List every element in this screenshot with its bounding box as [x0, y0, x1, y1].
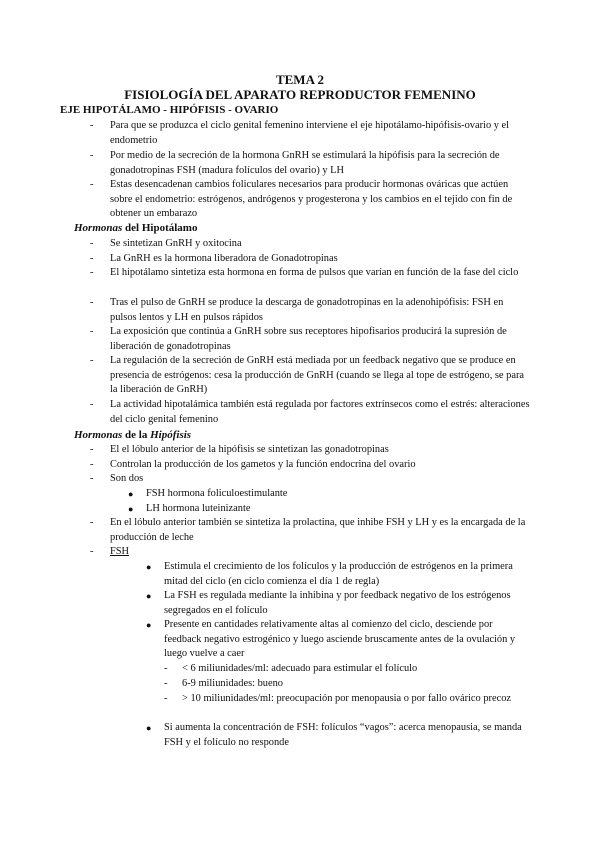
dash-bullet: - — [90, 150, 94, 161]
dash-bullet: - — [90, 399, 94, 410]
dot-bullet: ● — [146, 562, 152, 572]
sub-list-item: FSH hormona foliculoestimulante — [146, 488, 288, 499]
heading-mid: de la — [122, 429, 151, 441]
list-item: Controlan la producción de los gametos y la función endocrina del ovario — [110, 459, 416, 470]
dot-bullet: ● — [146, 591, 152, 601]
list-item: La actividad hipotalámica también está regulada por factores extrínsecos como el estrés: alteraciones del ciclo genital femenino — [110, 399, 530, 425]
sub-list-item: LH hormona luteinizante — [146, 503, 251, 514]
page-title: FISIOLOGÍA DEL APARATO REPRODUCTOR FEMENINO — [124, 87, 476, 102]
heading-italic: Hormonas — [74, 222, 123, 234]
dash-bullet: - — [164, 693, 168, 704]
fsh-item: La FSH es regulada mediante la inhibina y por feedback negativo de los estrógenos segregados en el folículo — [164, 590, 511, 616]
list-item: Por medio de la secreción de la hormona GnRH se estimulará la hipófisis para la secreción de gonadotropinas FSH (madura folículos del ovario) y LH — [110, 150, 500, 176]
tema-heading: TEMA 2 — [275, 72, 325, 87]
section-heading: EJE HIPOTÁLAMO - HIPÓFISIS - OVARIO — [60, 104, 279, 116]
dash-bullet: - — [90, 179, 94, 190]
dash-bullet: - — [90, 267, 94, 278]
list-item: El el lóbulo anterior de la hipófisis se sintetizan las gonadotropinas — [110, 444, 389, 455]
fsh-level: < 6 miliunidades/ml: adecuado para estimular el folículo — [182, 663, 418, 674]
fsh-label: FSH — [110, 546, 130, 557]
hipotalamo-heading — [74, 221, 197, 235]
dash-bullet: - — [90, 120, 94, 131]
dot-bullet: ● — [128, 489, 134, 499]
dot-bullet: ● — [146, 620, 152, 630]
fsh-level: 6-9 miliunidades: bueno — [182, 678, 284, 689]
fsh-item: Si aumenta la concentración de FSH: folículos “vagos”: acerca menopausia, se manda FSH y el folículo no responde — [164, 722, 522, 748]
list-item: Tras el pulso de GnRH se produce la descarga de gonadotropinas en la adenohipófisis: FSH en pulsos lentos y LH en pulsos rápidos — [110, 297, 504, 323]
list-item: La exposición que continúa a GnRH sobre sus receptores hipofisarios producirá la supresión de liberación de gonadotropinas — [110, 326, 507, 352]
dash-bullet: - — [90, 517, 94, 528]
dash-bullet: - — [164, 663, 168, 674]
heading-italic: Hipófisis — [150, 429, 192, 441]
dash-bullet: - — [90, 238, 94, 249]
dash-bullet: - — [90, 355, 94, 366]
dash-bullet: - — [90, 444, 94, 455]
heading-italic: Hormonas — [74, 429, 123, 441]
dash-bullet: - — [90, 297, 94, 308]
list-item: La GnRH es la hormona liberadora de Gonadotropinas — [110, 253, 338, 264]
dash-bullet: - — [90, 326, 94, 337]
dot-bullet: ● — [146, 723, 152, 733]
dash-bullet: - — [90, 473, 94, 484]
dash-bullet: - — [90, 546, 94, 557]
dot-bullet: ● — [128, 504, 134, 514]
fsh-item: Estimula el crecimiento de los folículos y la producción de estrógenos en la primera mitad del ciclo (en ciclo comienza el día 1 de regla) — [164, 561, 513, 587]
hipofisis-heading — [74, 428, 191, 442]
dash-bullet: - — [90, 459, 94, 470]
list-item: Son dos — [110, 473, 144, 484]
list-item: En el lóbulo anterior también se sintetiza la prolactina, que inhibe FSH y LH y es la encargada de la producción de leche — [110, 517, 526, 543]
dash-bullet: - — [164, 678, 168, 689]
list-item: El hipotálamo sintetiza esta hormona en forma de pulsos que varían en función de la fase del ciclo — [110, 267, 519, 278]
fsh-item: Presente en cantidades relativamente altas al comienzo del ciclo, desciende por feedback negativo estrogénico y luego asciende bruscamente antes de la ovulación y luego vuelve a caer — [164, 619, 516, 660]
dash-bullet: - — [90, 253, 94, 264]
heading-rest: del Hipotálamo — [122, 222, 198, 234]
list-item: Estas desencadenan cambios foliculares necesarios para producir hormonas ováricas que actúen sobre el endometrio: estrógenos, andrógenos y progesterona y los cambios en el tejido con fin de obtener un embarazo — [110, 179, 513, 220]
list-item: Para que se produzca el ciclo genital femenino interviene el eje hipotálamo-hipófisis-ovario y el endometrio — [110, 120, 510, 146]
list-item: Se sintetizan GnRH y oxitocina — [110, 238, 242, 249]
fsh-level: > 10 miliunidades/ml: preocupación por menopausia o por fallo ovárico precoz — [182, 693, 512, 704]
list-item: La regulación de la secreción de GnRH está mediada por un feedback negativo que se produce en presencia de estrógenos: cesa la producción de GnRH (cuando se llega al tope de estrógeno, se para la liberación de GnRH) — [110, 355, 525, 396]
